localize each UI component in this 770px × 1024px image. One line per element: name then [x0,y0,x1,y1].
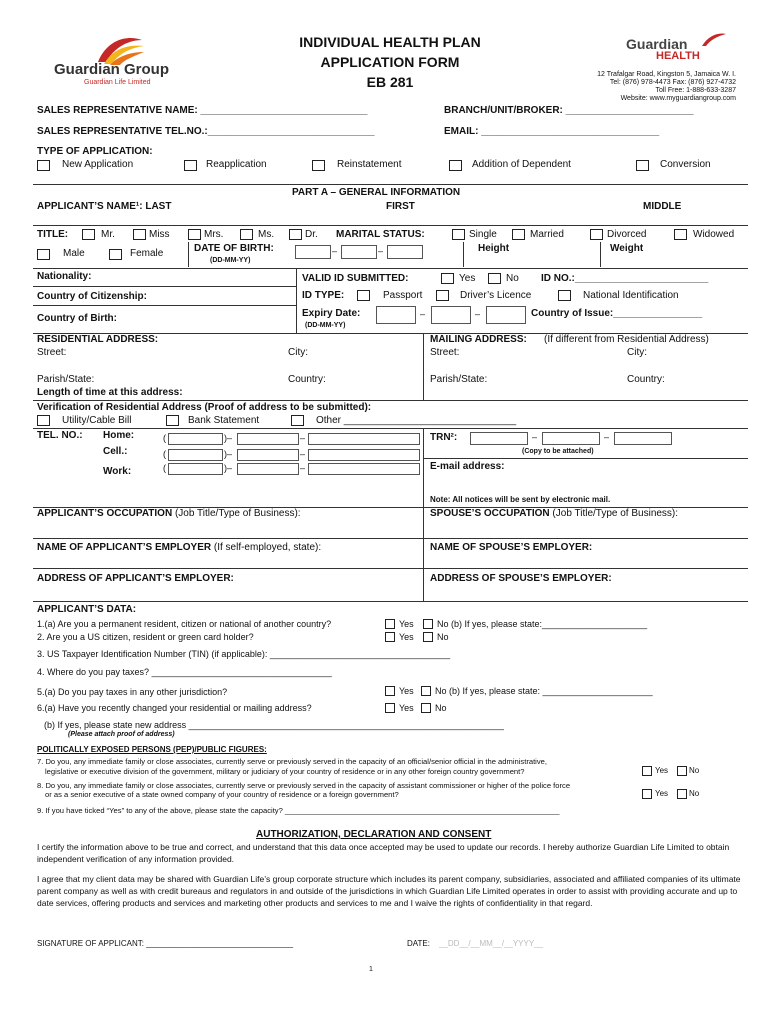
residential-address-label: RESIDENTIAL ADDRESS: [37,334,159,345]
q7-yes-checkbox[interactable] [642,766,652,776]
addition-dependent-label: Addition of Dependent [472,159,571,170]
country-of-birth-label: Country of Birth: [37,313,117,324]
mail-country-label: Country: [627,374,665,385]
spouse-occupation-sub: (Job Title/Type of Business): [549,508,679,519]
title-dr-label: Dr. [305,229,318,240]
title-mrs-checkbox[interactable] [188,229,201,240]
title-dr-checkbox[interactable] [289,229,302,240]
q2-no-checkbox[interactable] [423,632,433,642]
email-address-field[interactable]: E-mail address: [430,461,505,472]
single-checkbox[interactable] [452,229,465,240]
reapplication-checkbox[interactable] [184,160,197,171]
pep-heading: POLITICALLY EXPOSED PERSONS (PEP)/PUBLIC FIGURES: [37,745,267,754]
drivers-licence-label: Driver’s Licence [460,290,532,301]
q5-no-checkbox[interactable] [421,686,431,696]
q7-line1: 7. Do you, any immediate family or close associates, currently serve or previously served in the capacity of an official/senior official in the administrative, [37,757,547,766]
logo-name: Guardian Group [54,61,170,78]
female-label: Female [130,248,164,259]
q8-no-checkbox[interactable] [677,789,687,799]
applicant-employer-field[interactable] [37,542,321,553]
height-label: Height [478,243,510,254]
country-of-issue-field[interactable]: Country of Issue:________________ [531,308,703,319]
bank-statement-checkbox[interactable] [166,415,179,426]
utility-bill-label: Utility/Cable Bill [62,415,132,426]
q6-no-checkbox[interactable] [421,703,431,713]
utility-bill-checkbox[interactable] [37,415,50,426]
valid-id-no-label: No [506,273,519,284]
company-tel: Tel: (876) 978-4473 Fax: (876) 927-4732 [609,79,736,86]
q8-line1: 8. Do you, any immediate family or close associates, currently serve or previously served in the capacity of assistant commissioner or higher of the police force [37,781,571,790]
citizenship-label: Country of Citizenship: [37,291,147,302]
branch-unit-broker-field[interactable]: BRANCH/UNIT/BROKER: _______________________ [444,105,694,116]
expiry-date-label: Expiry Date: [302,308,361,319]
part-a-heading: PART A – GENERAL INFORMATION [292,187,461,198]
title-label: TITLE: [37,229,69,240]
page-number: 1 [369,966,373,973]
q1a-text: 1.(a) Are you a permanent resident, citizen or national of another country? [37,619,332,629]
title-miss-label: Miss [149,229,170,240]
title-mr-label: Mr. [101,229,115,240]
id-number-field[interactable]: ID NO.:________________________ [541,273,709,284]
q6-yes-checkbox[interactable] [385,703,395,713]
res-street-label: Street: [37,347,67,358]
q8-yes-label: Yes [655,789,669,798]
sales-email-field[interactable]: EMAIL: ________________________________ [444,126,660,137]
female-checkbox[interactable] [109,249,122,260]
company-address: 12 Trafalgar Road, Kingston 5, Jamaica W. I. [597,71,736,78]
q4-text: 4. Where do you pay taxes? ____________________________________ [37,667,332,677]
health-swoosh-icon [700,32,728,48]
company-website: Website: www.myguardiangroup.com [620,95,736,102]
applicant-employer-label: NAME OF APPLICANT’S EMPLOYER [37,542,212,553]
q6-text: 6.(a) Have you recently changed your residential or mailing address? [37,703,312,713]
email-notice: Note: All notices will be sent by electronic mail. [430,495,611,504]
reinstatement-label: Reinstatement [337,159,402,170]
q5b-text: No (b) If yes, please state: ______________________ [435,686,653,696]
mail-street-label: Street: [430,347,460,358]
res-city-label: City: [288,347,308,358]
single-label: Single [469,229,497,240]
spouse-employer-address-field[interactable]: ADDRESS OF SPOUSE’S EMPLOYER: [430,573,612,584]
title-ms-checkbox[interactable] [240,229,253,240]
q1a-no-checkbox[interactable] [423,619,433,629]
widowed-label: Widowed [693,229,735,240]
sales-rep-name-field[interactable]: SALES REPRESENTATIVE NAME: ______________________________ [37,105,368,116]
trn-label: TRN²: [430,432,458,443]
id-type-label: ID TYPE: [302,290,345,301]
q8-no-label: No [689,789,700,798]
q6-no-label: No [435,703,447,713]
q7-yes-label: Yes [655,766,669,775]
home-phone-label: Home: [103,430,135,441]
middle-name-label: MIDDLE [643,201,682,212]
q5-yes-checkbox[interactable] [385,686,395,696]
q6b-note: (Please attach proof of address) [68,731,175,738]
verification-label: Verification of Residential Address (Proof of address to be submitted): [37,402,372,413]
applicant-occupation-label: APPLICANT’S OCCUPATION [37,508,173,519]
res-country-label: Country: [288,374,326,385]
other-proof-checkbox[interactable] [291,415,304,426]
divorced-checkbox[interactable] [590,229,603,240]
date-field[interactable]: __DD__/__MM__/__YYYY__ [439,939,544,948]
q5-text: 5.(a) Do you pay taxes in any other jurisdiction? [37,687,228,697]
q2-text: 2. Are you a US citizen, resident or green card holder? [37,632,254,642]
reinstatement-checkbox[interactable] [312,160,325,171]
res-parish-label: Parish/State: [37,374,95,385]
passport-checkbox[interactable] [357,290,370,301]
q7-line2: legislative or executive division of the government, military or judiciary of your country of residence or in any other foreign country government? [45,767,525,776]
reapplication-label: Reapplication [206,159,267,170]
national-id-checkbox[interactable] [558,290,571,301]
conversion-checkbox[interactable] [636,160,649,171]
national-id-label: National Identification [583,290,679,301]
q5-yes-label: Yes [399,686,414,696]
marital-status-label: MARITAL STATUS: [336,229,425,240]
valid-id-yes-checkbox[interactable] [441,273,454,284]
form-title-line2: APPLICATION FORM [320,54,460,70]
applicant-employer-sub: (If self-employed, state): [211,542,322,553]
signature-field[interactable]: SIGNATURE OF APPLICANT: _________________________________ [37,939,294,948]
passport-label: Passport [383,290,423,301]
brand-top: Guardian [626,36,688,52]
nationality-label: Nationality: [37,271,92,282]
applicant-occupation-field[interactable] [37,508,301,519]
applicant-employer-address-field[interactable]: ADDRESS OF APPLICANT’S EMPLOYER: [37,573,234,584]
weight-label: Weight [610,243,644,254]
cell-phone-label: Cell.: [103,446,128,457]
authorization-paragraph-2: I agree that my client data may be shared with Guardian Life’s group corporate structure which includes its parent company, subsidiaries, associated and affiliated companies of its ultimate parent company as well as with credit bureaus and regulators in and outside of the jurisdictions in which Guardian Life Limited operates in order to assist with providing accurate and up to date services, offering products and services and marketing other products and services to me and I waive the rights of confidentiality in that regard. [37,874,741,908]
addition-dependent-checkbox[interactable] [449,160,462,171]
authorization-heading: AUTHORIZATION, DECLARATION AND CONSENT [256,829,492,840]
q6b-new-address-field[interactable]: (b) If yes, please state new address _______________________________________________________________ [44,720,504,730]
expiry-format: (DD-MM-YY) [305,322,346,329]
title-mr-checkbox[interactable] [82,229,95,240]
spouse-occupation-label: SPOUSE’S OCCUPATION [430,508,550,519]
q7-no-label: No [689,766,700,775]
valid-id-label: VALID ID SUBMITTED: [302,273,409,284]
male-checkbox[interactable] [37,249,50,260]
q2-yes-label: Yes [399,632,414,642]
male-label: Male [63,248,85,259]
mail-city-label: City: [627,347,647,358]
q6-yes-label: Yes [399,703,414,713]
brand-bottom: HEALTH [656,50,700,62]
q2-yes-checkbox[interactable] [385,632,395,642]
title-ms-label: Ms. [258,229,275,240]
mailing-address-label: MAILING ADDRESS: [430,334,527,345]
company-tollfree: Toll Free: 1-888-633-3287 [655,87,736,94]
valid-id-no-checkbox[interactable] [488,273,501,284]
form-title-line1: INDIVIDUAL HEALTH PLAN [299,34,481,50]
valid-id-yes-label: Yes [459,273,476,284]
application-type-label: TYPE OF APPLICATION: [37,146,153,157]
title-mrs-label: Mrs. [204,229,224,240]
q7-no-checkbox[interactable] [677,766,687,776]
authorization-paragraph-1: I certify the information above to be true and correct, and understand that this data once accepted may be used to update our records. I hereby authorize Guardian Life Limited to obtain independent verification of any information provided. [37,842,730,864]
new-application-label: New Application [62,159,134,170]
dob-label: DATE OF BIRTH: [194,243,274,254]
widowed-checkbox[interactable] [674,229,687,240]
work-phone-label: Work: [103,466,132,477]
q1a-yes-checkbox[interactable] [385,619,395,629]
tel-no-label: TEL. NO.: [37,430,83,441]
dob-format: (DD-MM-YY) [210,257,251,264]
q1a-yes-label: Yes [399,619,414,629]
applicant-name-label: APPLICANT’S NAME¹: LAST [37,201,172,212]
q1b-text: No (b) If yes, please state:_____________________ [437,619,648,629]
length-at-address-label: Length of time at this address: [37,387,183,398]
conversion-label: Conversion [660,159,711,170]
form-code: EB 281 [366,74,414,90]
drivers-licence-checkbox[interactable] [436,290,449,301]
divorced-label: Divorced [607,229,647,240]
new-application-checkbox[interactable] [37,160,50,171]
mailing-address-note: (If different from Residential Address) [544,334,709,345]
applicant-data-heading: APPLICANT’S DATA: [37,604,137,615]
date-label: DATE: [407,939,430,948]
bank-statement-label: Bank Statement [188,415,260,426]
trn-copy-note: (Copy to be attached) [522,448,594,455]
applicant-occupation-sub: (Job Title/Type of Business): [172,508,301,519]
q3-text: 3. US Taxpayer Identification Number (TIN) (if applicable): ____________________________________ [37,649,451,659]
first-name-label: FIRST [386,201,415,212]
spouse-occupation-field[interactable] [430,508,678,519]
other-proof-field[interactable]: Other _______________________________ [316,415,517,426]
spouse-employer-field[interactable]: NAME OF SPOUSE’S EMPLOYER: [430,542,593,553]
logo-subtitle: Guardian Life Limited [84,79,151,86]
married-checkbox[interactable] [512,229,525,240]
q8-yes-checkbox[interactable] [642,789,652,799]
sales-rep-tel-field[interactable]: SALES REPRESENTATIVE TEL.NO.:______________________________ [37,126,375,137]
title-miss-checkbox[interactable] [133,229,146,240]
q2-no-label: No [437,632,449,642]
q9-capacity-field[interactable]: 9. If you have ticked “Yes” to any of the above, please state the capacity? _________________________________________________________________ [37,806,560,815]
q8-line2: or as a senior executive of a state owned company of your country of residence or a foreign government? [45,790,399,799]
married-label: Married [530,229,564,240]
mail-parish-label: Parish/State: [430,374,488,385]
